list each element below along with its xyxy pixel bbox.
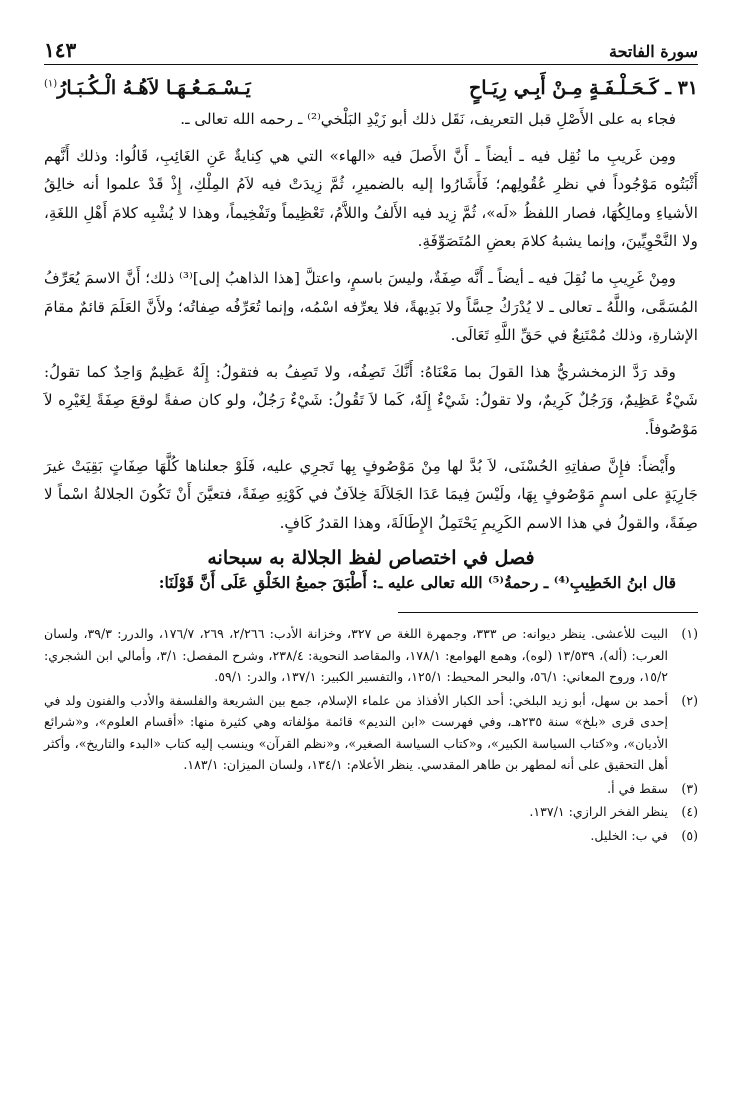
footnote-number: (٢) [681, 692, 698, 708]
verse-first-hemistich: ٣١ ـ كَـحَـلْـفَـةٍ مِـنْ أَبِـي رِيَـاحٍ [469, 77, 698, 99]
footnote-marker: (١) [44, 78, 58, 90]
section-heading: فصل في اختصاص لفظ الجلالة به سبحانه [207, 547, 535, 570]
surah-title: سورة الفاتحة [609, 42, 698, 61]
footnote-divider [398, 612, 698, 613]
paragraph: فجاء به على الأَصْلِ قبل التعريف، نَقَل ذلك أبو زَيْدِ البَلْخي⁽²⁾ ـ رحمه الله تعالى ـ. [180, 110, 676, 128]
footnote [44, 623, 698, 688]
footnote-text: ينظر الفخر الرازي: ١٣٧/١. [529, 804, 668, 820]
section-intro: قال ابنُ الخَطِيبِ⁽⁴⁾ ـ رحمةُ⁽⁵⁾ الله تعالى عليه ـ: أَطْبَقَ جميعُ الخَلْقِ عَلَى أَنَّ قَوْلَنَا: [158, 573, 676, 593]
footnote-number: (٤) [681, 804, 698, 820]
footnote-number: (٣) [681, 780, 698, 796]
footnote-text: في ب: الخليل. [590, 827, 668, 843]
footnote [44, 778, 698, 800]
verse-second-hemistich: يَـسْـمَـعُـهَـا لاَهُـهُ الْـكُـبَـارُ$^{(١)}$ [44, 77, 251, 99]
footnote-text: أحمد بن سهل، أبو زيد البلخي: أحد الكبار الأفذاذ من علماء الإسلام، جمع بين الشريعة والفلسفة والأدب والفنون ولد في إحدى قرى «بلخ» سنة ٢٣٥هـ، وفي فهرست «ابن النديم» قائمة مؤلفاته وهي كثيرة منها: «أقسام العلوم»، و«شرائع الأديان»، و«كتاب السياسة الكبير»، و«كتاب السياسة الصغير»، و«نظم القرآن» وينسب إليه كتاب «البدء والتاريخ»، وأكثر أهل التحقيق على أنه لمطهر بن طاهر المقدسي. ينظر الأعلام: ١٣٤/١، ولسان الميزان: ١٨٣/١. [44, 692, 668, 773]
page-number: ١٤٣ [44, 38, 77, 62]
footnote [44, 690, 698, 776]
footnote [44, 825, 698, 847]
paragraph: وقد رَدَّ الزمخشريُّ هذا القولَ بما مَعْنَاهُ: أَنَّكَ تَصِفُه، ولا تَصِفُ به فتقولُ: إِلَهٌ عَظِيمٌ وَاحِدٌ كما تقولُ: شَيْءٌ عَظِيمٌ، وَرَجُلٌ كَرِيمٌ، ولا تقولُ: شَيْءٌ إِلَهٌ، كَما لاَ تَقُولُ: شَيْءٌ رَجُلٌ، ولو كان صفةً لوقعَ صِفَةً لِغَيْرِه لاَ مَوْصُوفاً. [44, 362, 698, 438]
footnote-number: (١) [681, 626, 698, 642]
page-header [44, 34, 698, 65]
paragraph: ومِن غَريبِ ما نُقِل فيه ـ أيضاً ـ أَنَّ الأَصلَ فيه «الهاء» التي هي كِنايةٌ عَنِ الغَائِبِ، قَالُوا: وذلك أَنَّهم أَثْبَتُوه مَوْجُوداً في نظرِ عُقُولِهم؛ فَأَشَارُوا إليه بالضميرِ، ثُمَّ زِيدَتْ فيه لاَمُ المِلْكِ، إِذْ قَدْ علموا أنه خالِقُ الأشياءِ ومالِكُهَا، فصار اللفظُ «لَه»، ثُمَّ زِيد فيه الأَلفُ واللاَّمُ، تَعْظِيماً وتَفْخِيماً، وهذا لا يُشْبِه كلامَ أَهْلِ اللغَةِ، ولا النَّحْوِيِّينَ، وإنما يشبهُ كلامَ بعضِ المُتَصَوِّفَةِ. [44, 146, 698, 251]
footnote-text: البيت للأعشى. ينظر ديوانه: ص ٣٣٣، وجمهرة اللغة ص ٣٢٧، وخزانة الأدب: ٢/٢٦٦، ٢٦٩، ١٧٦/٧، والدرر: ٣٩/٣، ولسان العرب: (أله)، ١٣/٥٣٩ (لوه)، وهمع الهوامع: ١٧٨/١، والمقاصد النحوية: ٢٣٨/٤، وشرح المفصل: ٣/١، وأمالي ابن الشجري: ١٥/٢، وروح المعاني: ٥٦/١، والبحر المحيط: ١٢٥/١، والتفسير الكبير: ١٣٧/١، والدر: ٥٩/١. [44, 626, 669, 685]
footnote [44, 801, 698, 823]
paragraph: ومِنْ غَرِيبِ ما نُقِلَ فيه ـ أيضاً ـ أَنَّه صِفَةٌ، وليسَ باسمٍ، واعتلَّ [هذا الذاهبُ إلى]⁽³⁾ ذلك؛ أَنَّ الاسمَ يُعَرِّفُ المُسَمَّى، واللَّهُ ـ تعالى ـ لا يُدْرَكُ حِسَّاً ولا بَدِيهةً، فلا يعرِّفه اسْمُه، وإنما تُعَرِّفُه صِفاتُه؛ ولأَنَّ العَلَمَ قائمٌ مقامَ الإشارةِ، وذلك مُمْتَنِعٌ في حَقِّ اللَّهِ تَعَالَى. [44, 268, 698, 345]
paragraph: وأَيْضاً: فإِنَّ صفاتِهِ الحُسْنَى، لاَ بُدَّ لها مِنْ مَوْصُوفٍ بِها تَجرِي عليه، فَلَوْ جعلناها كُلَّهَا صِفَاتٍ بَقِيَتْ غيرَ جَارِيَةٍ على اسمٍ مَوْصُوفٍ بِهَا، ولَيْسَ فِيمَا عَدَا الجَلاَلَةَ خِلاَفٌ في كَوْنِهِ صِفَةً، فتعيَّنَ أَنْ تَكُونَ الجلالةُ اسْماً لا صِفَةً، والقولُ في هذا الاسم الكَرِيمِ يَحْتَمِلُ الإِطَالَةَ، وهذا القدرُ كَافٍ. [44, 456, 698, 532]
footnote-number: (٥) [681, 827, 698, 843]
poetry-verse [44, 77, 698, 99]
footnotes [44, 623, 698, 846]
footnote-text: سقط في أ. [607, 780, 668, 796]
main-text [44, 105, 698, 537]
